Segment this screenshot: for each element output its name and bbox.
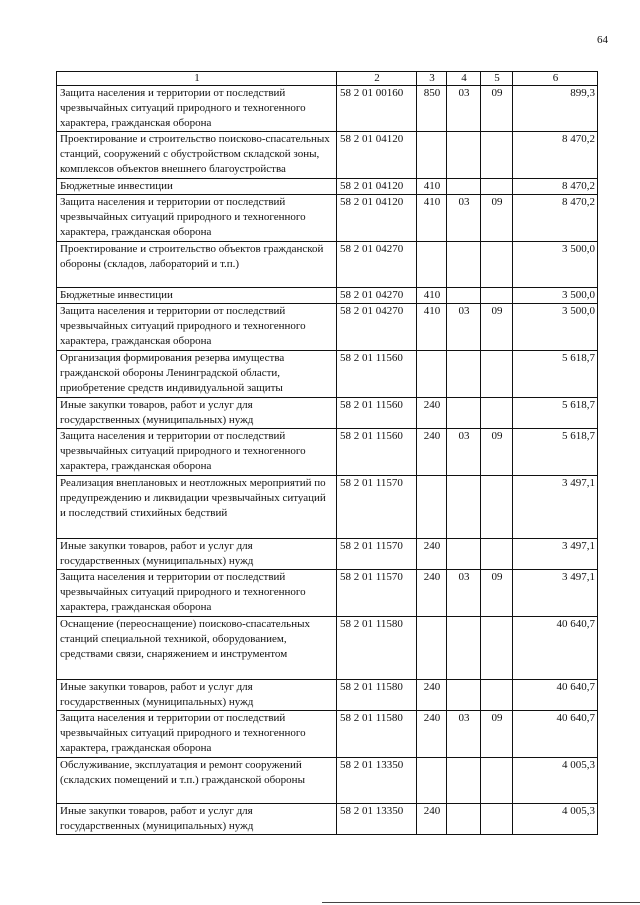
row-subsection-cell — [481, 758, 513, 804]
row-section-cell: 03 — [447, 195, 481, 242]
table-row — [57, 304, 598, 351]
row-section-cell: 03 — [447, 429, 481, 476]
row-subsection-cell: 09 — [481, 304, 513, 351]
row-subsection-cell — [481, 242, 513, 288]
row-code-cell: 58 2 01 04120 — [337, 179, 417, 195]
row-section-cell — [447, 758, 481, 804]
row-name-cell: Оснащение (переоснащение) поисково-спасательных станций специальной техникой, оборудованием, средствами связи, снаряжением и инструментом — [57, 617, 337, 680]
row-code-cell: 58 2 01 04120 — [337, 195, 417, 242]
row-expense-type-cell: 410 — [417, 304, 447, 351]
row-code-cell: 58 2 01 13350 — [337, 758, 417, 804]
row-subsection-cell — [481, 476, 513, 539]
row-sum-cell: 3 497,1 — [513, 570, 598, 617]
row-section-cell — [447, 242, 481, 288]
row-expense-type-cell: 240 — [417, 398, 447, 429]
row-code-cell: 58 2 01 04270 — [337, 242, 417, 288]
row-name-cell: Защита населения и территории от последствий чрезвычайных ситуаций природного и техногенного характера, гражданская оборона — [57, 304, 337, 351]
table-row — [57, 242, 598, 288]
table-row — [57, 398, 598, 429]
row-name-cell: Обслуживание, эксплуатация и ремонт сооружений (складских помещений и т.п.) гражданской обороны — [57, 758, 337, 804]
row-name-cell: Защита населения и территории от последствий чрезвычайных ситуаций природного и техногенного характера, гражданская оборона — [57, 195, 337, 242]
row-expense-type-cell: 240 — [417, 804, 447, 835]
table-body — [57, 72, 598, 835]
row-sum-cell: 5 618,7 — [513, 398, 598, 429]
row-sum-cell: 40 640,7 — [513, 617, 598, 680]
row-name-cell: Проектирование и строительство поисково-спасательных станций, сооружений с обустройством складской зоны, комплексов объектов внешнего благоустройства — [57, 132, 337, 179]
row-expense-type-cell: 850 — [417, 86, 447, 132]
row-subsection-cell: 09 — [481, 711, 513, 758]
table-row — [57, 711, 598, 758]
row-section-cell — [447, 288, 481, 304]
row-sum-cell: 5 618,7 — [513, 351, 598, 398]
row-subsection-cell — [481, 680, 513, 711]
header-cell: 4 — [447, 72, 481, 86]
row-section-cell — [447, 680, 481, 711]
row-sum-cell: 8 470,2 — [513, 132, 598, 179]
row-expense-type-cell — [417, 617, 447, 680]
row-code-cell: 58 2 01 11580 — [337, 711, 417, 758]
row-expense-type-cell: 410 — [417, 195, 447, 242]
table-row — [57, 86, 598, 132]
table-row — [57, 195, 598, 242]
page-number: 64 — [597, 34, 608, 46]
row-sum-cell: 3 497,1 — [513, 539, 598, 570]
row-code-cell: 58 2 01 04270 — [337, 304, 417, 351]
header-cell: 1 — [57, 72, 337, 86]
row-code-cell: 58 2 01 00160 — [337, 86, 417, 132]
table-row — [57, 351, 598, 398]
header-cell: 2 — [337, 72, 417, 86]
row-subsection-cell — [481, 288, 513, 304]
row-sum-cell: 4 005,3 — [513, 804, 598, 835]
row-name-cell: Иные закупки товаров, работ и услуг для государственных (муниципальных) нужд — [57, 398, 337, 429]
table-row — [57, 132, 598, 179]
table-row — [57, 476, 598, 539]
row-code-cell: 58 2 01 04120 — [337, 132, 417, 179]
row-subsection-cell — [481, 179, 513, 195]
row-name-cell: Проектирование и строительство объектов гражданской обороны (складов, лабораторий и т.п.) — [57, 242, 337, 288]
table-row — [57, 570, 598, 617]
row-sum-cell: 3 497,1 — [513, 476, 598, 539]
row-sum-cell: 8 470,2 — [513, 179, 598, 195]
row-sum-cell: 899,3 — [513, 86, 598, 132]
table-row — [57, 680, 598, 711]
row-subsection-cell: 09 — [481, 195, 513, 242]
row-code-cell: 58 2 01 11560 — [337, 429, 417, 476]
row-expense-type-cell: 240 — [417, 429, 447, 476]
row-code-cell: 58 2 01 11560 — [337, 398, 417, 429]
row-subsection-cell: 09 — [481, 86, 513, 132]
row-name-cell: Реализация внеплановых и неотложных мероприятий по предупреждению и ликвидации чрезвычайных ситуаций и последствий стихийных бедствий — [57, 476, 337, 539]
row-sum-cell: 4 005,3 — [513, 758, 598, 804]
row-name-cell: Иные закупки товаров, работ и услуг для государственных (муниципальных) нужд — [57, 539, 337, 570]
row-section-cell: 03 — [447, 711, 481, 758]
table-row — [57, 758, 598, 804]
row-name-cell: Защита населения и территории от последствий чрезвычайных ситуаций природного и техногенного характера, гражданская оборона — [57, 570, 337, 617]
row-section-cell — [447, 179, 481, 195]
row-code-cell: 58 2 01 11570 — [337, 476, 417, 539]
row-expense-type-cell: 240 — [417, 539, 447, 570]
row-section-cell: 03 — [447, 304, 481, 351]
row-expense-type-cell: 240 — [417, 680, 447, 711]
table-row — [57, 804, 598, 835]
row-section-cell — [447, 132, 481, 179]
row-subsection-cell — [481, 539, 513, 570]
row-code-cell: 58 2 01 04270 — [337, 288, 417, 304]
row-sum-cell: 8 470,2 — [513, 195, 598, 242]
header-cell: 6 — [513, 72, 598, 86]
table-row — [57, 179, 598, 195]
row-code-cell: 58 2 01 11580 — [337, 617, 417, 680]
row-sum-cell: 3 500,0 — [513, 304, 598, 351]
row-expense-type-cell: 410 — [417, 288, 447, 304]
row-sum-cell: 3 500,0 — [513, 242, 598, 288]
row-expense-type-cell — [417, 132, 447, 179]
row-code-cell: 58 2 01 11580 — [337, 680, 417, 711]
row-expense-type-cell — [417, 476, 447, 539]
row-name-cell: Бюджетные инвестиции — [57, 179, 337, 195]
row-section-cell — [447, 617, 481, 680]
row-name-cell: Бюджетные инвестиции — [57, 288, 337, 304]
row-sum-cell: 3 500,0 — [513, 288, 598, 304]
table-row — [57, 429, 598, 476]
row-section-cell: 03 — [447, 86, 481, 132]
row-subsection-cell — [481, 132, 513, 179]
row-name-cell: Защита населения и территории от последствий чрезвычайных ситуаций природного и техногенного характера, гражданская оборона — [57, 711, 337, 758]
row-section-cell — [447, 351, 481, 398]
row-section-cell — [447, 476, 481, 539]
row-subsection-cell: 09 — [481, 570, 513, 617]
row-code-cell: 58 2 01 11570 — [337, 539, 417, 570]
row-subsection-cell — [481, 398, 513, 429]
row-section-cell — [447, 804, 481, 835]
row-subsection-cell — [481, 804, 513, 835]
row-section-cell — [447, 539, 481, 570]
row-name-cell: Организация формирования резерва имущества гражданской обороны Ленинградской области, приобретение средств индивидуальной защиты — [57, 351, 337, 398]
row-name-cell: Защита населения и территории от последствий чрезвычайных ситуаций природного и техногенного характера, гражданская оборона — [57, 86, 337, 132]
row-section-cell: 03 — [447, 570, 481, 617]
bottom-rule — [322, 902, 640, 903]
row-name-cell: Защита населения и территории от последствий чрезвычайных ситуаций природного и техногенного характера, гражданская оборона — [57, 429, 337, 476]
table-row — [57, 617, 598, 680]
header-cell: 5 — [481, 72, 513, 86]
row-section-cell — [447, 398, 481, 429]
row-expense-type-cell: 240 — [417, 711, 447, 758]
row-subsection-cell — [481, 617, 513, 680]
row-sum-cell: 40 640,7 — [513, 711, 598, 758]
row-code-cell: 58 2 01 11560 — [337, 351, 417, 398]
row-name-cell: Иные закупки товаров, работ и услуг для государственных (муниципальных) нужд — [57, 804, 337, 835]
row-expense-type-cell — [417, 758, 447, 804]
table-row — [57, 288, 598, 304]
budget-table — [56, 71, 598, 835]
row-expense-type-cell — [417, 242, 447, 288]
row-sum-cell: 5 618,7 — [513, 429, 598, 476]
row-expense-type-cell: 410 — [417, 179, 447, 195]
row-expense-type-cell: 240 — [417, 570, 447, 617]
row-code-cell: 58 2 01 13350 — [337, 804, 417, 835]
row-code-cell: 58 2 01 11570 — [337, 570, 417, 617]
row-subsection-cell — [481, 351, 513, 398]
table-row — [57, 539, 598, 570]
row-expense-type-cell — [417, 351, 447, 398]
table-header-row — [57, 72, 598, 86]
row-sum-cell: 40 640,7 — [513, 680, 598, 711]
header-cell: 3 — [417, 72, 447, 86]
row-name-cell: Иные закупки товаров, работ и услуг для государственных (муниципальных) нужд — [57, 680, 337, 711]
row-subsection-cell: 09 — [481, 429, 513, 476]
